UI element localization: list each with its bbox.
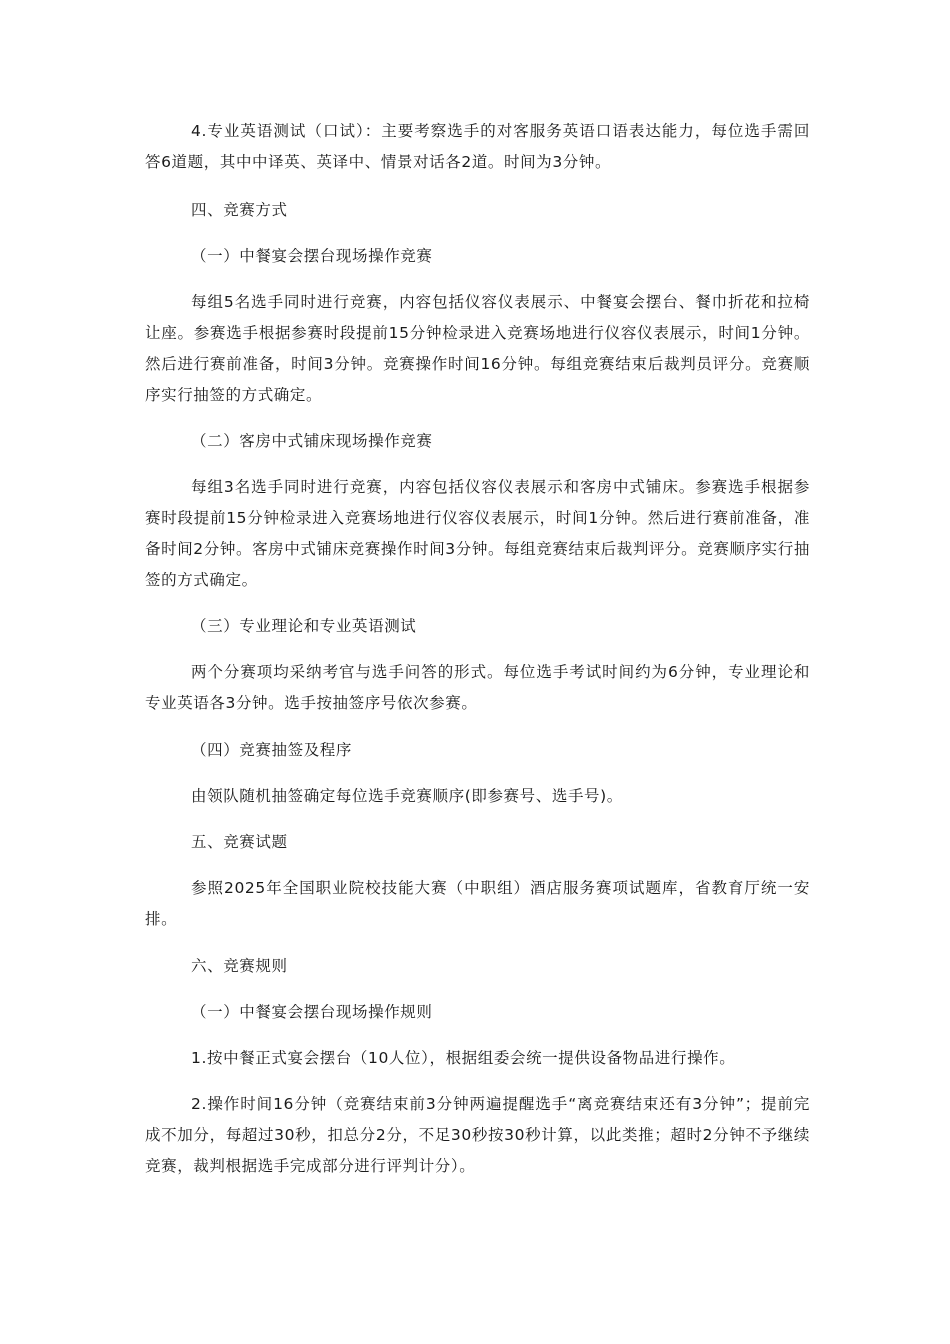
subheading-theory-english: （三）专业理论和专业英语测试 [191,617,417,635]
paragraph-banquet-setup: 每组5名选手同时进行竞赛，内容包括仪容仪表展示、中餐宴会摆台、餐巾折花和拉椅让座。参赛选手根据参赛时段提前15分钟检录进入竞赛场地进行仪容仪表展示，时间1分钟。然后进行赛前准备，时间3分钟。竞赛操作时间16分钟。每组竞赛结束后裁判员评分。竞赛顺序实行抽签的方式确定。 [145,293,810,404]
paragraph-english-test: 4.专业英语测试（口试）：主要考察选手的对客服务英语口语表达能力，每位选手需回答6道题，其中中译英、英译中、情景对话各2道。时间为3分钟。 [145,122,810,171]
paragraph-draw-procedure: 由领队随机抽签确定每位选手竞赛顺序(即参赛号、选手号)。 [191,787,623,805]
paragraph-rule-2: 2.操作时间16分钟（竞赛结束前3分钟两遍提醒选手“离竞赛结束还有3分钟”；提前完成不加分，每超过30秒，扣总分2分，不足30秒按30秒计算，以此类推；超时2分钟不予继续竞赛，裁判根据选手完成部分进行评判计分）。 [145,1095,810,1175]
subheading-draw-procedure: （四）竞赛抽签及程序 [191,741,353,759]
paragraph-bed-making: 每组3名选手同时进行竞赛，内容包括仪容仪表展示和客房中式铺床。参赛选手根据参赛时段提前15分钟检录进入竞赛场地进行仪容仪表展示，时间1分钟。然后进行赛前准备，准备时间2分钟。客房中式铺床竞赛操作时间3分钟。每组竞赛结束后裁判评分。竞赛顺序实行抽签的方式确定。 [145,478,810,589]
subheading-banquet-setup: （一）中餐宴会摆台现场操作竞赛 [191,247,433,265]
paragraph-theory-english: 两个分赛项均采纳考官与选手问答的形式。每位选手考试时间约为6分钟，专业理论和专业英语各3分钟。选手按抽签序号依次参赛。 [145,663,810,712]
subheading-banquet-rules: （一）中餐宴会摆台现场操作规则 [191,1003,433,1021]
section-heading-competition-rules: 六、竞赛规则 [191,957,288,975]
subheading-bed-making: （二）客房中式铺床现场操作竞赛 [191,432,433,450]
section-heading-competition-questions: 五、竞赛试题 [191,833,288,851]
paragraph-competition-questions: 参照2025年全国职业院校技能大赛（中职组）酒店服务赛项试题库，省教育厅统一安排。 [145,879,810,928]
paragraph-rule-1: 1.按中餐正式宴会摆台（10人位），根据组委会统一提供设备物品进行操作。 [191,1049,736,1067]
section-heading-competition-method: 四、竞赛方式 [191,201,288,219]
